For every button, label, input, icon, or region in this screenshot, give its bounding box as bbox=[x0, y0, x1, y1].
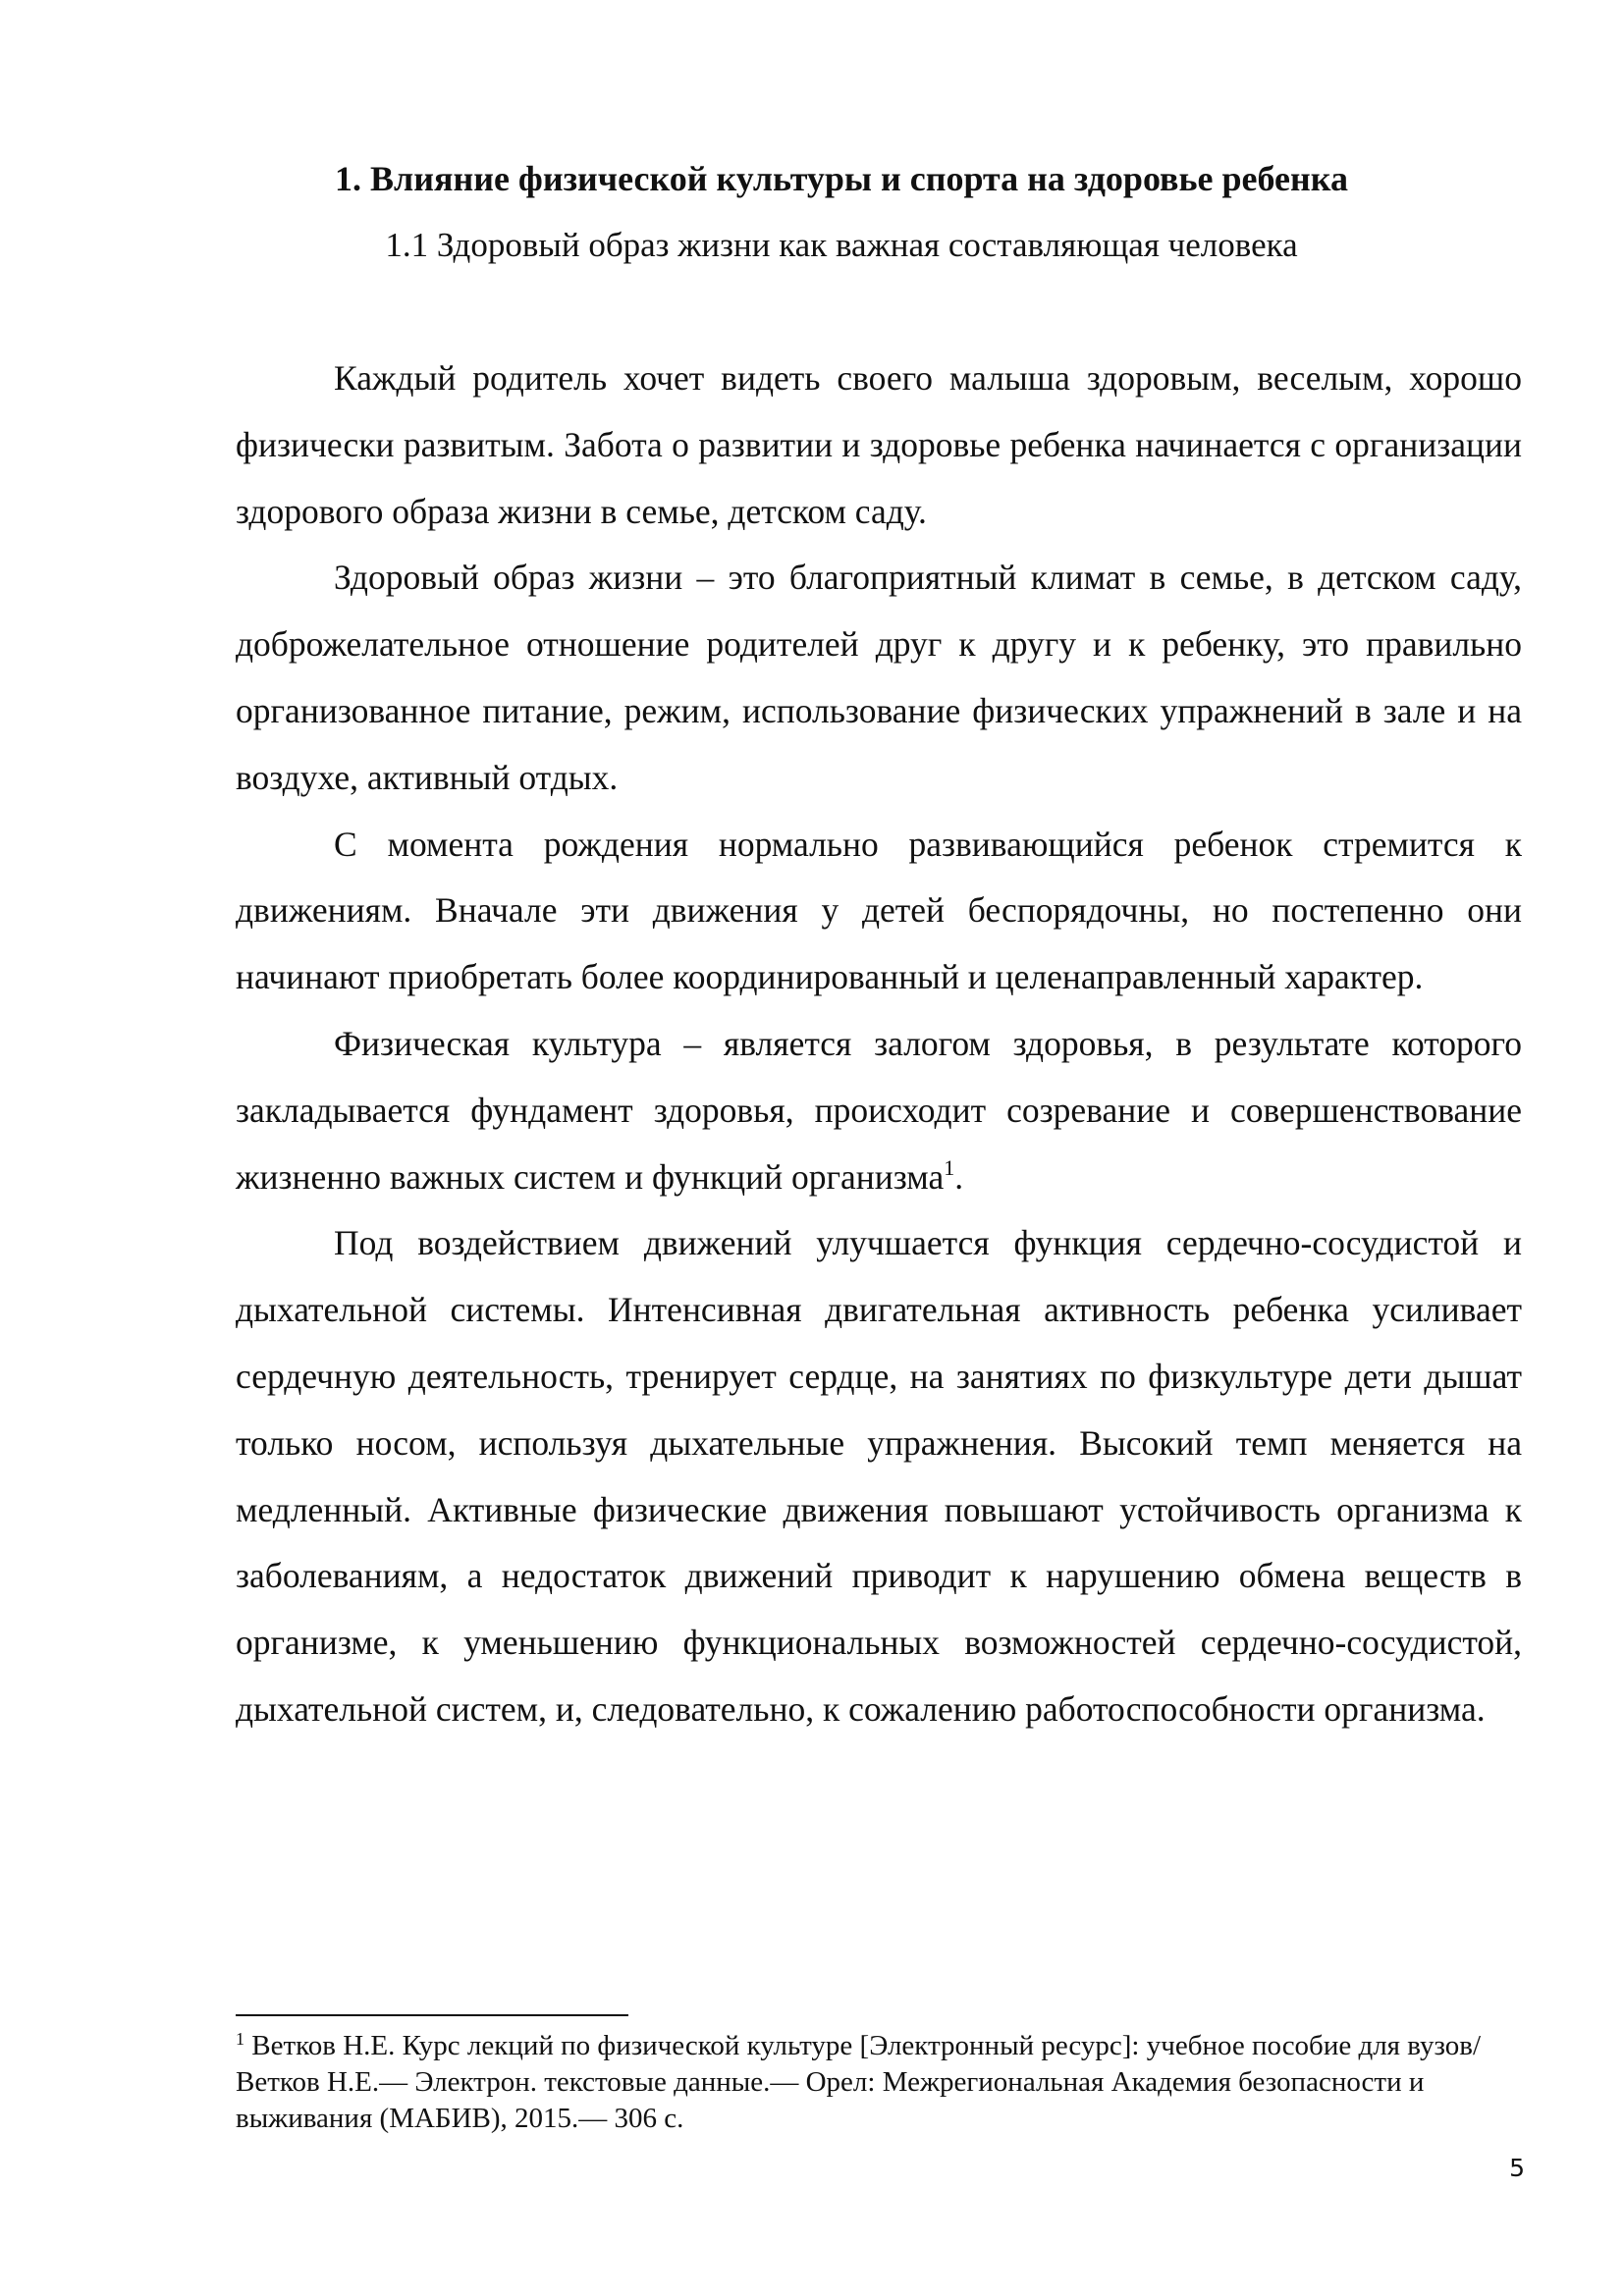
footnote-text: Ветков Н.Е. Курс лекций по физической культуре [Электронный ресурс]: учебное пособие для вузов/ Ветков Н.Е.— Электрон. текстовые данные.— Орел: Межрегиональная Академия безопасности и выживания (МАБИВ), 2015.— 306 с. bbox=[236, 2030, 1482, 2134]
chapter-heading: 1. Влияние физической культуры и спорта на здоровье ребенка bbox=[335, 159, 1348, 198]
paragraph-text: Физическая культура – является залогом здоровья, в результате которого закладывается фундамент здоровья, происходит созревание и совершенствование жизненно важных систем и функций организма bbox=[236, 1023, 1522, 1197]
paragraph: Под воздействием движений улучшается функция сердечно-сосудистой и дыхательной системы. Интенсивная двигательная активность ребенка усиливает сердечную деятельность, тренирует сердце, на занятиях по физкультуре дети дышат только носом, используя дыхательные упражнения. Высокий темп меняется на медленный. Активные физические движения повышают устойчивость организма к заболеваниям, а недостаток движений приводит к нарушению обмена веществ в организме, к уменьшению функциональных возможностей сердечно-сосудистой, дыхательной систем, и, следовательно, к сожалению работоспособности организма. bbox=[236, 1223, 1522, 1729]
footnote-reference[interactable]: 1 bbox=[944, 1154, 955, 1180]
paragraph: С момента рождения нормально развивающийся ребенок стремится к движениям. Вначале эти движения у детей беспорядочны, но постепенно они начинают приобретать более координированный и целенаправленный характер. bbox=[236, 824, 1522, 997]
paragraph-period: . bbox=[954, 1156, 964, 1197]
paragraph: Здоровый образ жизни – это благоприятный климат в семье, в детском саду, доброжелательное отношение родителей друг к другу и к ребенку, это правильно организованное питание, режим, использование физических упражнений в зале и на воздухе, активный отдых. bbox=[236, 558, 1522, 797]
paragraph-with-footnote bbox=[236, 1011, 1522, 1210]
body-text bbox=[236, 346, 1522, 1743]
paragraph: Каждый родитель хочет видеть своего малыша здоровым, веселым, хорошо физически развитым. Забота о развитии и здоровье ребенка начинается с организации здорового образа жизни в семье, детском саду. bbox=[236, 358, 1522, 531]
footnote-marker: 1 bbox=[236, 2029, 244, 2049]
footnote bbox=[236, 2028, 1522, 2137]
footnote-separator bbox=[236, 2014, 628, 2016]
section-subheading: 1.1 Здоровый образ жизни как важная составляющая человека bbox=[385, 226, 1298, 264]
page-number: 5 bbox=[1509, 2154, 1525, 2182]
